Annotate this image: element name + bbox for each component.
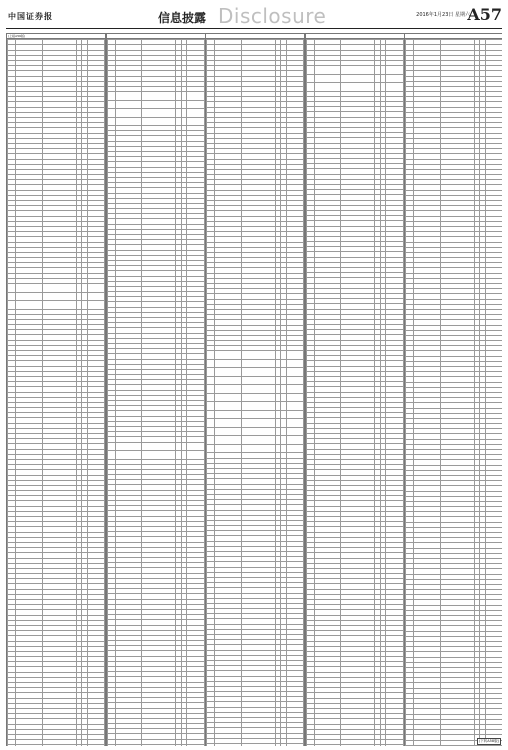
table-row (207, 427, 304, 436)
table-cell (241, 351, 275, 360)
table-cell (215, 427, 242, 436)
table-cell (241, 427, 275, 436)
table-cell (42, 292, 76, 301)
table-cell (207, 385, 215, 394)
table-cell (286, 368, 303, 377)
table-cell (142, 117, 176, 126)
table-cell (107, 451, 115, 460)
table-cell (207, 436, 215, 445)
table-cell (286, 351, 303, 360)
table-cell (386, 66, 403, 75)
table-row (306, 745, 403, 746)
table-row (8, 284, 105, 293)
fund-table-col-3 (206, 39, 304, 746)
table-cell (306, 74, 314, 83)
table-row (207, 419, 304, 428)
table-cell (8, 301, 16, 310)
table-cell (107, 109, 115, 118)
table-cell (207, 393, 215, 402)
table-cell (241, 743, 275, 746)
table-cell (207, 427, 215, 436)
table-row (306, 83, 403, 92)
table-cell (241, 393, 275, 402)
table-cell (87, 292, 104, 301)
table-row (107, 744, 204, 746)
table-cell (142, 744, 176, 746)
section-initial: D (218, 4, 234, 28)
table-cell (241, 402, 275, 411)
table-cell (207, 368, 215, 377)
table-cell (207, 351, 215, 360)
table-cell (115, 109, 142, 118)
section-title: 信息披露 (158, 11, 207, 25)
table-cell (215, 359, 242, 368)
table-cell (207, 743, 215, 746)
table-cell (341, 745, 375, 746)
table-cell (207, 410, 215, 419)
table-cell (42, 301, 76, 310)
table-cell (16, 301, 43, 310)
table-row (207, 359, 304, 368)
page-header (6, 3, 502, 27)
table-cell (241, 368, 275, 377)
table-cell (87, 284, 104, 293)
table-cell (207, 419, 215, 428)
table-column-2 (106, 33, 206, 746)
table-cell (142, 92, 176, 101)
page-number: A57 (467, 5, 502, 24)
table-row (8, 292, 105, 301)
table-cell (241, 410, 275, 419)
table-cell (286, 359, 303, 368)
table-cell (241, 385, 275, 394)
table-cell (286, 376, 303, 385)
table-cell (241, 359, 275, 368)
table-cell (286, 444, 303, 453)
table-column-1 (6, 33, 106, 746)
table-cell (286, 427, 303, 436)
table-cell (341, 66, 375, 75)
table-cell (241, 444, 275, 453)
table-cell (187, 117, 204, 126)
continuation-label: (上接A56版) (7, 33, 105, 39)
table-row (207, 393, 304, 402)
fund-table-col-2 (107, 39, 205, 746)
table-cell (115, 451, 142, 460)
table-cell (286, 743, 303, 746)
table-cell (215, 410, 242, 419)
table-row (107, 117, 204, 126)
table-cell (314, 66, 341, 75)
table-cell (115, 117, 142, 126)
table-cell (341, 74, 375, 83)
table-cell (107, 744, 115, 746)
table-cell (187, 100, 204, 109)
table-cell (215, 743, 242, 746)
table-cell (215, 402, 242, 411)
table-column-3 (205, 33, 305, 746)
header-rule (6, 28, 502, 29)
table-row (8, 745, 105, 746)
table-cell (215, 376, 242, 385)
table-row (207, 351, 304, 360)
table-cell (207, 376, 215, 385)
table-cell (314, 83, 341, 92)
table-cell (107, 100, 115, 109)
table-cell (386, 83, 403, 92)
table-row (107, 100, 204, 109)
table-row (207, 743, 304, 746)
table-cell (42, 745, 76, 746)
table-cell (115, 92, 142, 101)
table-cell (8, 292, 16, 301)
table-cell (286, 393, 303, 402)
table-cell (286, 436, 303, 445)
table-cell (314, 74, 341, 83)
table-cell (115, 442, 142, 451)
table-cell (16, 292, 43, 301)
table-cell (187, 744, 204, 746)
table-cell (187, 92, 204, 101)
table-cell (286, 402, 303, 411)
table-cell (142, 100, 176, 109)
table-cell (187, 109, 204, 118)
table-cell (8, 284, 16, 293)
table-cell (286, 419, 303, 428)
table-cell (341, 83, 375, 92)
table-row (207, 368, 304, 377)
table-column-4 (305, 33, 405, 746)
table-cell (241, 419, 275, 428)
table-cell (16, 745, 43, 746)
table-cell (286, 410, 303, 419)
table-row (107, 109, 204, 118)
table-cell (187, 451, 204, 460)
table-cell (215, 436, 242, 445)
table-cell (306, 83, 314, 92)
disclosure-table-area (6, 33, 502, 746)
table-row (207, 410, 304, 419)
table-cell (107, 117, 115, 126)
table-cell (241, 376, 275, 385)
table-cell (107, 92, 115, 101)
table-cell (215, 393, 242, 402)
table-row (207, 385, 304, 394)
table-cell (286, 385, 303, 394)
table-row (306, 74, 403, 83)
fund-table-col-1 (7, 39, 105, 746)
fund-table-col-4 (306, 39, 404, 746)
table-cell (207, 444, 215, 453)
newspaper-masthead: 中国证券报 (8, 11, 53, 21)
table-cell (87, 301, 104, 310)
issue-date: 2016年1月23日 星期六 (416, 12, 470, 18)
table-cell (215, 444, 242, 453)
table-row (207, 376, 304, 385)
table-cell (142, 109, 176, 118)
table-cell (215, 351, 242, 360)
table-row (107, 451, 204, 460)
table-cell (306, 66, 314, 75)
table-row (107, 442, 204, 451)
table-row (107, 92, 204, 101)
table-cell (215, 385, 242, 394)
section-rest: isclosure (233, 4, 327, 28)
table-row (207, 402, 304, 411)
table-cell (187, 442, 204, 451)
fund-table-col-5 (405, 39, 502, 746)
table-row (8, 301, 105, 310)
table-cell (241, 436, 275, 445)
table-cell (42, 284, 76, 293)
table-cell (207, 402, 215, 411)
table-cell (215, 368, 242, 377)
table-row (207, 444, 304, 453)
table-cell (16, 284, 43, 293)
table-cell (386, 745, 403, 746)
table-cell (142, 451, 176, 460)
table-cell (314, 745, 341, 746)
table-cell (107, 442, 115, 451)
table-cell (115, 100, 142, 109)
table-cell (8, 745, 16, 746)
table-column-5 (404, 33, 502, 746)
table-cell (115, 744, 142, 746)
table-cell (142, 442, 176, 451)
table-cell (87, 745, 104, 746)
table-cell (386, 74, 403, 83)
table-row (306, 66, 403, 75)
section-title-english (218, 4, 326, 28)
table-cell (215, 419, 242, 428)
table-cell (306, 745, 314, 746)
table-row (207, 436, 304, 445)
table-cell (207, 359, 215, 368)
